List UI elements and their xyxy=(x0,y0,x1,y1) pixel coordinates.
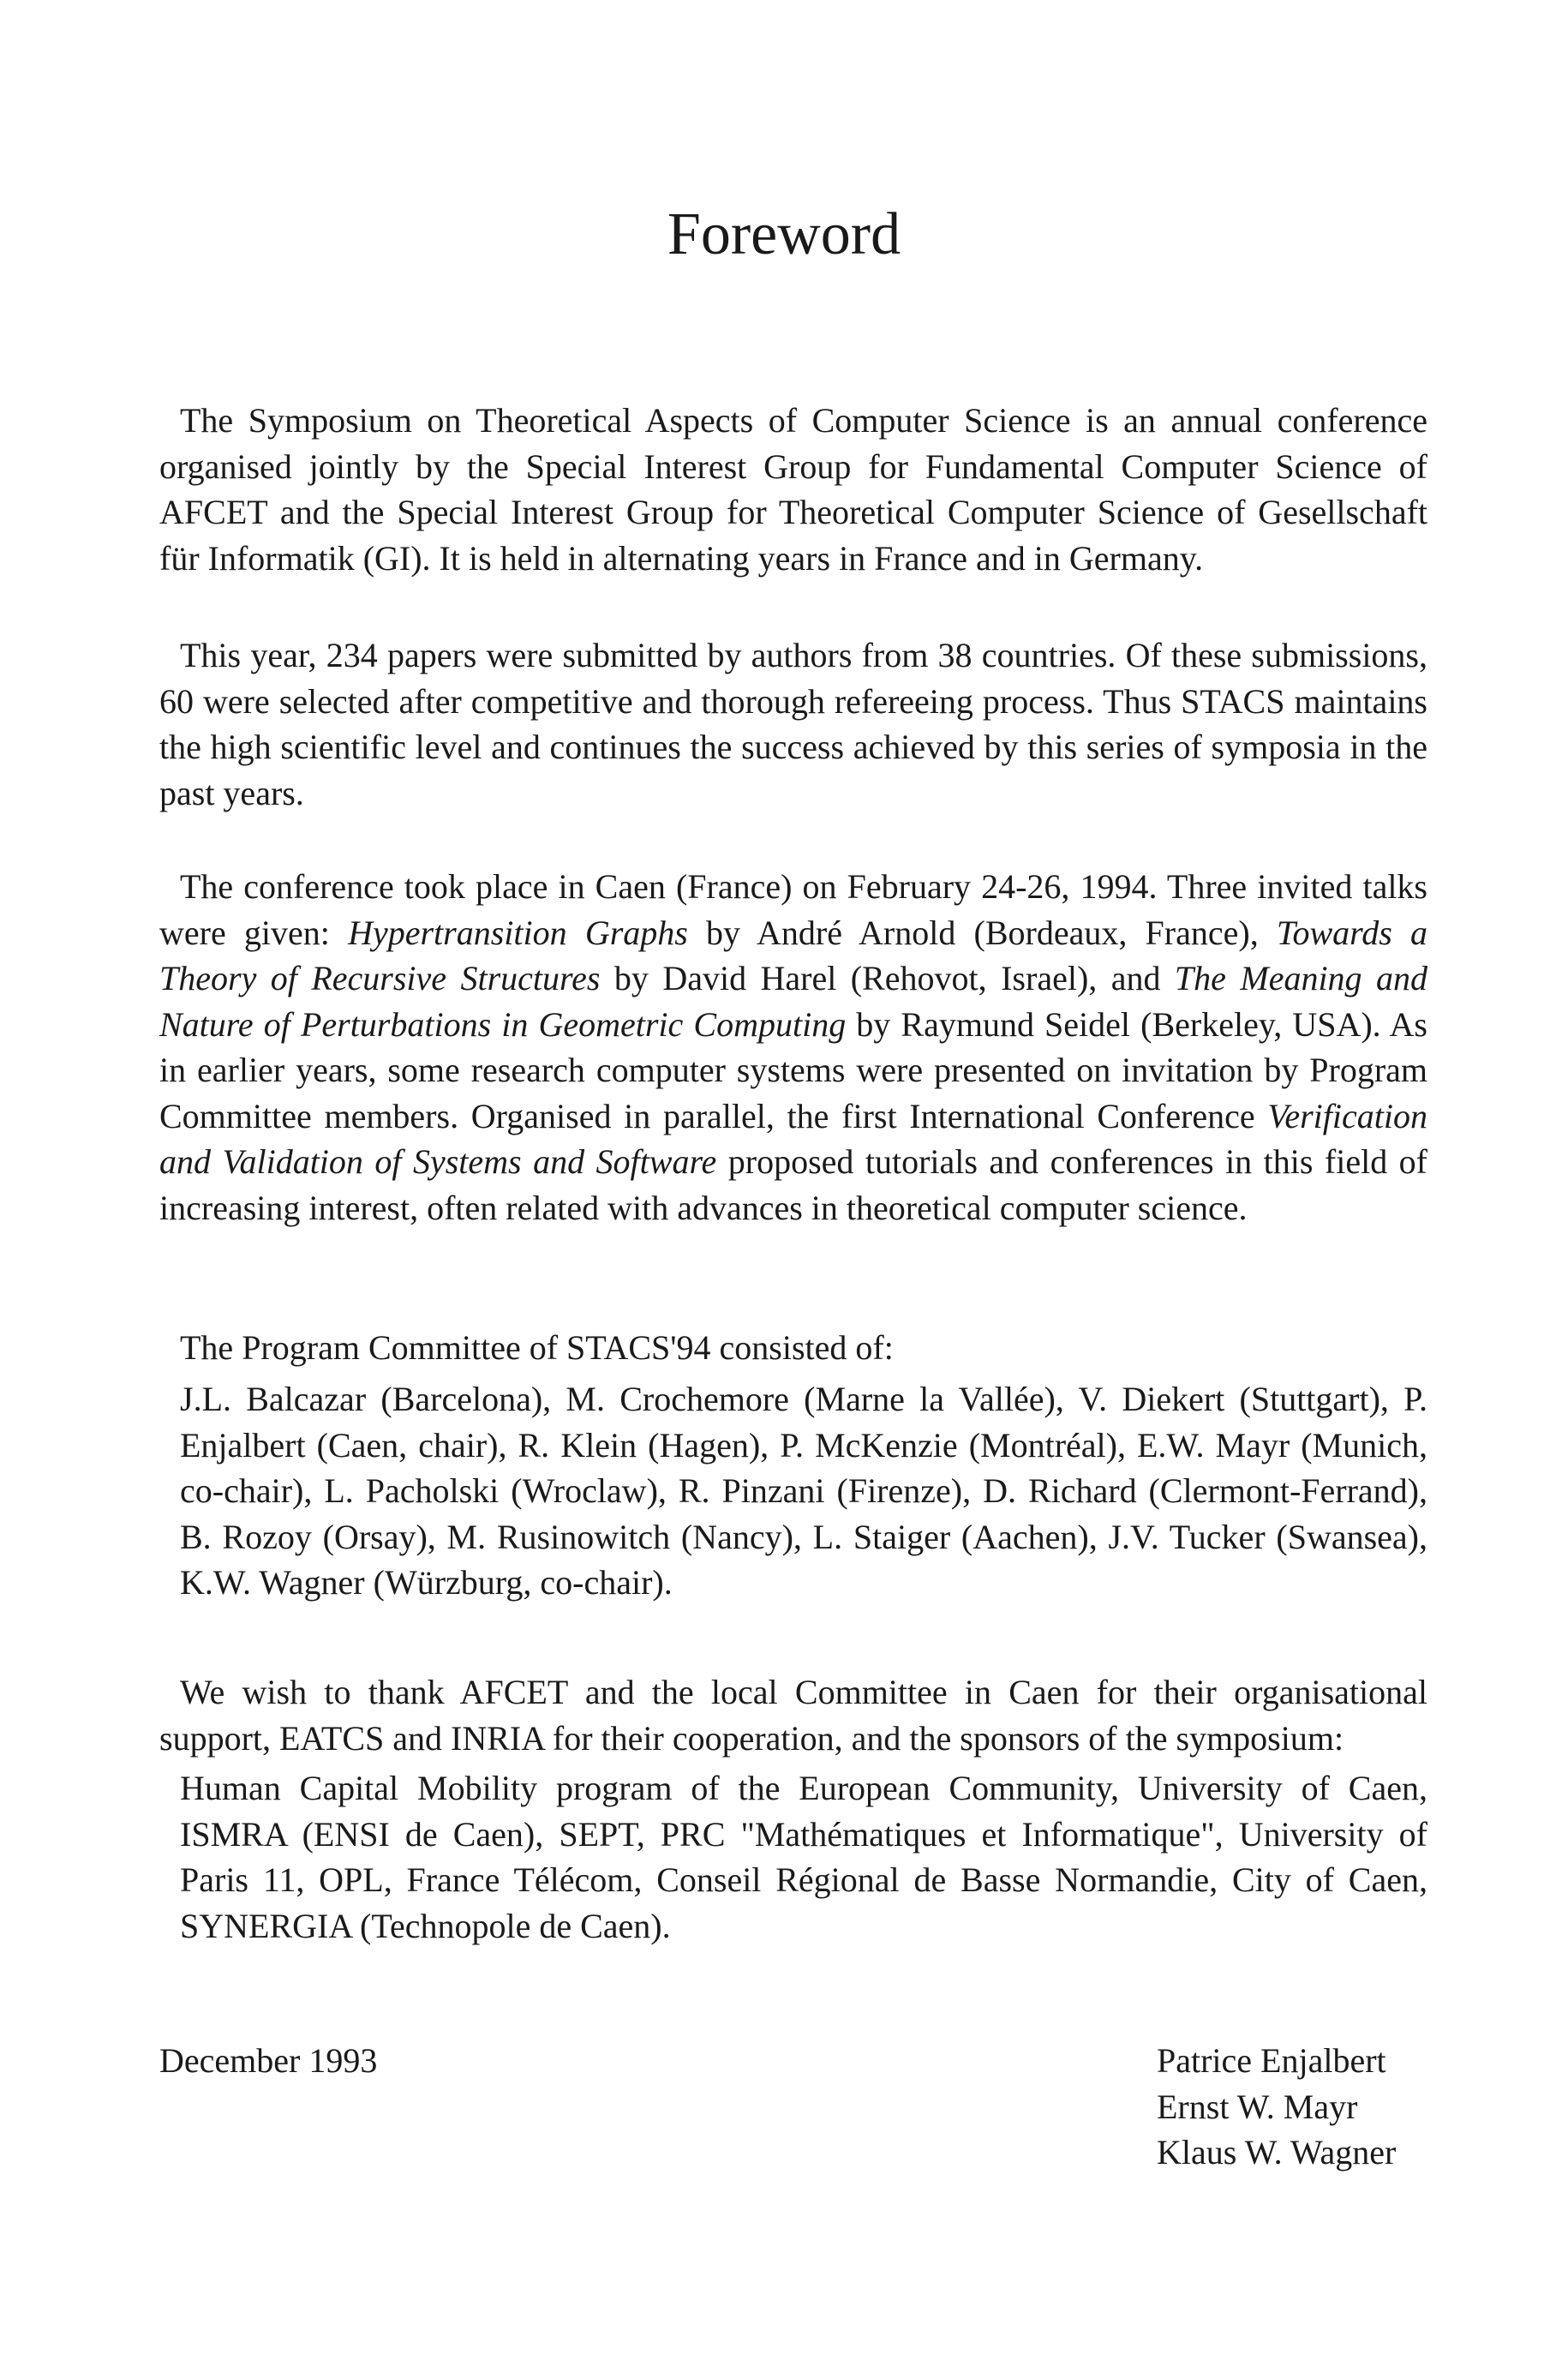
invited-talk-title-2: Towards a Theory of Recursive Structures xyxy=(159,913,1427,997)
page-title: Foreword xyxy=(667,201,901,267)
conference-text-3: by David Harel (Rehovot, Israel), and xyxy=(600,959,1175,997)
paragraph-acknowledgements: We wish to thank AFCET and the local Committee in Caen for their organisational support, EATCS and INRIA for their cooperation, and the sponsors of the symposium: xyxy=(159,1673,1427,1758)
invited-talk-title-1: Hypertransition Graphs xyxy=(348,913,688,952)
conference-text-2: by André Arnold (Bordeaux, France), xyxy=(687,913,1277,952)
paragraph-committee-intro: The Program Committee of STACS'94 consisted of: xyxy=(180,1328,894,1367)
parallel-conference-title: Verification and Validation of Systems and Software xyxy=(159,1096,1427,1181)
conference-text-5: proposed tutorials and conferences in this field of increasing interest, often related with advances in theoretical computer science. xyxy=(159,1142,1427,1227)
invited-talk-title-3: The Meaning and Nature of Perturbations in Geometric Computing xyxy=(159,959,1428,1044)
paragraph-submissions: This year, 234 papers were submitted by authors from 38 countries. Of these submissions, 60 were selected after competitive and thorough refereeing process. Thus STACS maintains the high scientific level and continues the success achieved by this series of symposia in the past years. xyxy=(159,636,1427,812)
signatories xyxy=(1157,2038,1396,2176)
foreword-date: December 1993 xyxy=(159,2041,378,2080)
sponsors-list: Human Capital Mobility program of the European Community, University of Caen, ISMRA (ENSI de Caen), SEPT, PRC "Mathématiques et Informatique", University of Paris 11, OPL, France Télécom, Conseil Régional de Basse Normandie, City of Caen, SYNERGIA (Technopole de Caen). xyxy=(180,1769,1427,1945)
paragraph-conference xyxy=(159,864,1427,1231)
conference-text-4: by Raymund Seidel (Berkeley, USA). As in earlier years, some research computer systems were presented on invitation by Program Committee members. Organised in parallel, the first International Conference xyxy=(159,1004,1428,1135)
signatory: Klaus W. Wagner xyxy=(1157,2133,1397,2171)
committee-list: J.L. Balcazar (Barcelona), M. Crochemore (Marne la Vallée), V. Diekert (Stuttgart), P. Enjalbert (Caen, chair), R. Klein (Hagen), P. McKenzie (Montréal), E.W. Mayr (Munich, co-chair), L. Pacholski (Wroclaw), R. Pinzani (Firenze), D. Richard (Clermont-Ferrand), B. Rozoy (Orsay), M. Rusinowitch (Nancy), L. Staiger (Aachen), J.V. Tucker (Swansea), K.W. Wagner (Würzburg, co-chair). xyxy=(180,1380,1427,1602)
signatory: Patrice Enjalbert xyxy=(1157,2041,1386,2080)
paragraph-introduction: The Symposium on Theoretical Aspects of Computer Science is an annual conference organised jointly by the Special Interest Group for Fundamental Computer Science of AFCET and the Special Interest Group for Theoretical Computer Science of Gesellschaft für Informatik (GI). It is held in alternating years in France and in Germany. xyxy=(159,401,1427,578)
signatory: Ernst W. Mayr xyxy=(1157,2087,1358,2126)
conference-text-1: The conference took place in Caen (France) on February 24-26, 1994. Three invited talks were given: xyxy=(159,867,1427,952)
